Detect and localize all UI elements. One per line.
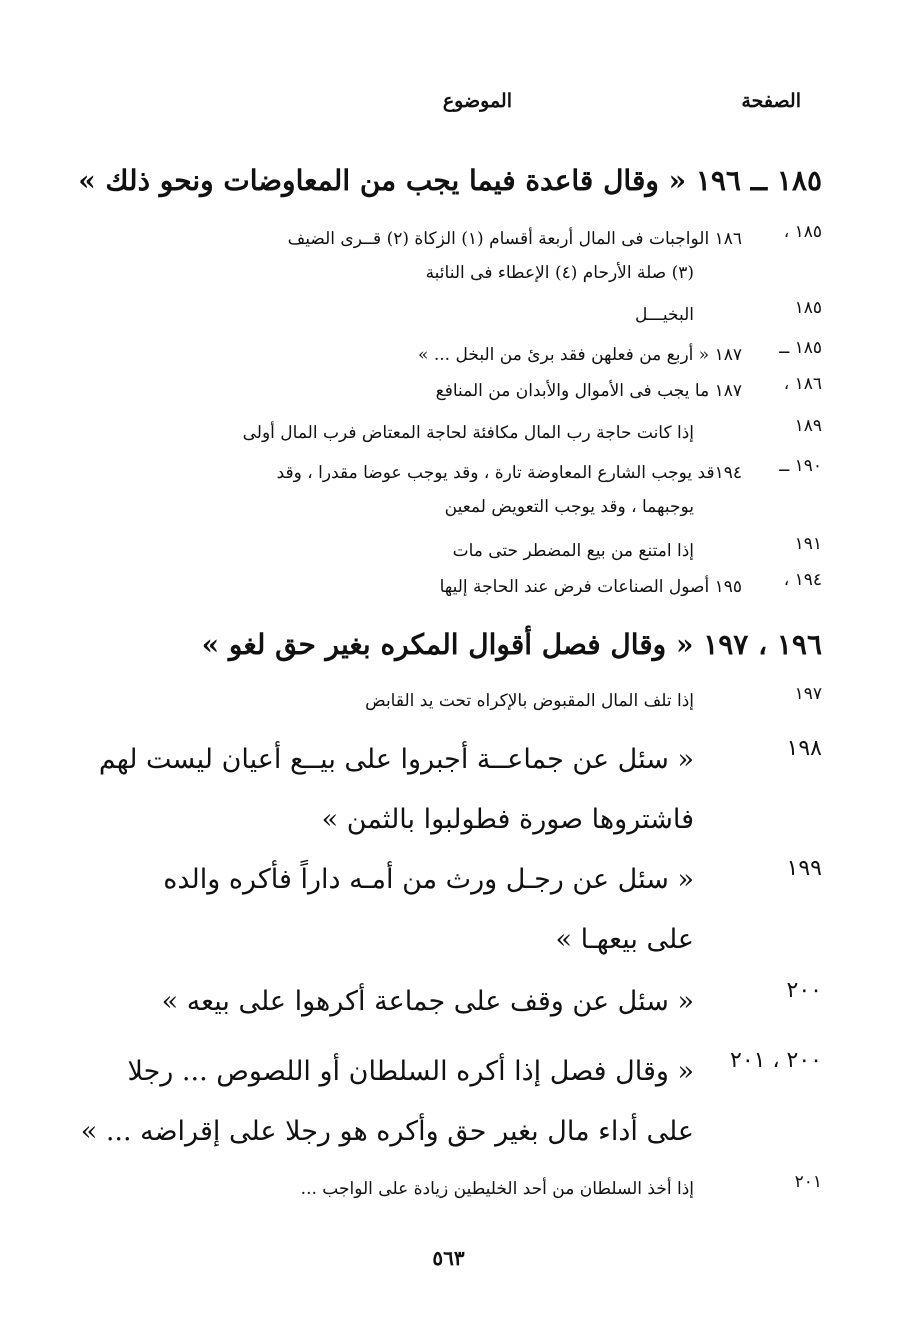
page-ref: ١٨٩ (794, 416, 822, 436)
page-ref: ١٨٦ ، (783, 374, 822, 394)
page-ref: ١٩٧ (794, 684, 822, 704)
page-column-header: الصفحة (741, 90, 801, 112)
index-entry (100, 416, 822, 450)
index-entry (100, 972, 822, 1032)
index-entry (100, 684, 822, 718)
index-entry (100, 624, 822, 668)
index-entry (100, 456, 822, 526)
page-number: ٥٦٣ (432, 1246, 465, 1270)
entry-line-continued: فاشتروها صورة فطولبوا بالثمن » (321, 804, 694, 835)
entry-line: البخيـــل (635, 305, 694, 325)
index-entry (100, 298, 822, 332)
index-entry (100, 222, 822, 292)
entry-line: « سئل عن رجـل ورث من أمـه داراً فأكره والده (163, 864, 694, 895)
page-ref: ١٨٥ ــ (779, 338, 822, 358)
index-entry (100, 534, 822, 568)
entry-line: ١٨٦ الواجبات فى المال أربعة أقسام (١) الزكاة (٢) قــرى الضيف (287, 229, 742, 249)
entry-line: « وقال فصل إذا أكره السلطان أو اللصوص ... رجلا (127, 1056, 694, 1087)
index-entry (100, 1172, 822, 1206)
index-entry (100, 730, 822, 850)
entry-line: إذا تلف المال المقبوض بالإكراه تحت يد القابض (365, 691, 694, 711)
entry-line-continued: على بيعهـا » (555, 924, 694, 955)
page-ref: ١٩١ (794, 534, 822, 554)
entry-line: ١٩٦ ، ١٩٧ « وقال فصل أقوال المكره بغير حق لغو » (201, 628, 822, 661)
page-ref: ٢٠١ (794, 1172, 822, 1192)
page-ref: ١٩٠ ــ (779, 456, 822, 476)
entry-line: « سئل عن وقف على جماعة أكرهوا على بيعه » (161, 986, 694, 1017)
page-ref: ١٨٥ (794, 298, 822, 318)
index-entry (100, 338, 822, 372)
entry-line-continued: (٣) صلة الأرحام (٤) الإعطاء فى النائبة (425, 263, 694, 283)
index-entry (100, 570, 822, 604)
entry-line: ١٨٥ ــ ١٩٦ « وقال قاعدة فيما يجب من المعاوضات ونحو ذلك » (78, 164, 822, 197)
page-ref: ١٩٤ ، (783, 570, 822, 590)
entry-line: إذا كانت حاجة رب المال مكافئة لحاجة المعتاض فرب المال أولى (242, 423, 694, 443)
entry-line: إذا امتنع من بيع المضطر حتى مات (452, 541, 694, 561)
index-entry (100, 850, 822, 970)
topic-column-header: الموضوع (442, 90, 512, 112)
entry-line: ١٨٧ « أربع من فعلهن فقد برئ من البخل ... » (418, 345, 742, 365)
entry-line: ١٩٤قد يوجب الشارع المعاوضة تارة ، وقد يوجب عوضا مقدرا ، وقد (276, 463, 742, 483)
page-ref: ١٩٨ (786, 736, 822, 761)
entry-line: إذا أخذ السلطان من أحد الخليطين زيادة على الواجب ... (300, 1179, 694, 1199)
index-entry (80, 1042, 822, 1162)
entry-line-continued: على أداء مال بغير حق وأكره هو رجلا على إقراضه ... » (80, 1116, 694, 1147)
index-entry (100, 374, 822, 408)
page-ref: ٢٠٠ (786, 978, 822, 1003)
entry-line-continued: يوجبهما ، وقد يوجب التعويض لمعين (444, 497, 694, 517)
entry-line: « سئل عن جماعــة أجبروا على بيــع أعيان ليست لهم (98, 744, 694, 775)
page-ref: ٢٠٠ ، ٢٠١ (730, 1048, 822, 1073)
page-ref: ١٨٥ ، (783, 222, 822, 242)
entry-line: ١٨٧ ما يجب فى الأموال والأبدان من المنافع (435, 381, 742, 401)
page-ref: ١٩٩ (786, 856, 822, 881)
index-entry (78, 160, 822, 204)
entry-line: ١٩٥ أصول الصناعات فرض عند الحاجة إليها (439, 577, 742, 597)
